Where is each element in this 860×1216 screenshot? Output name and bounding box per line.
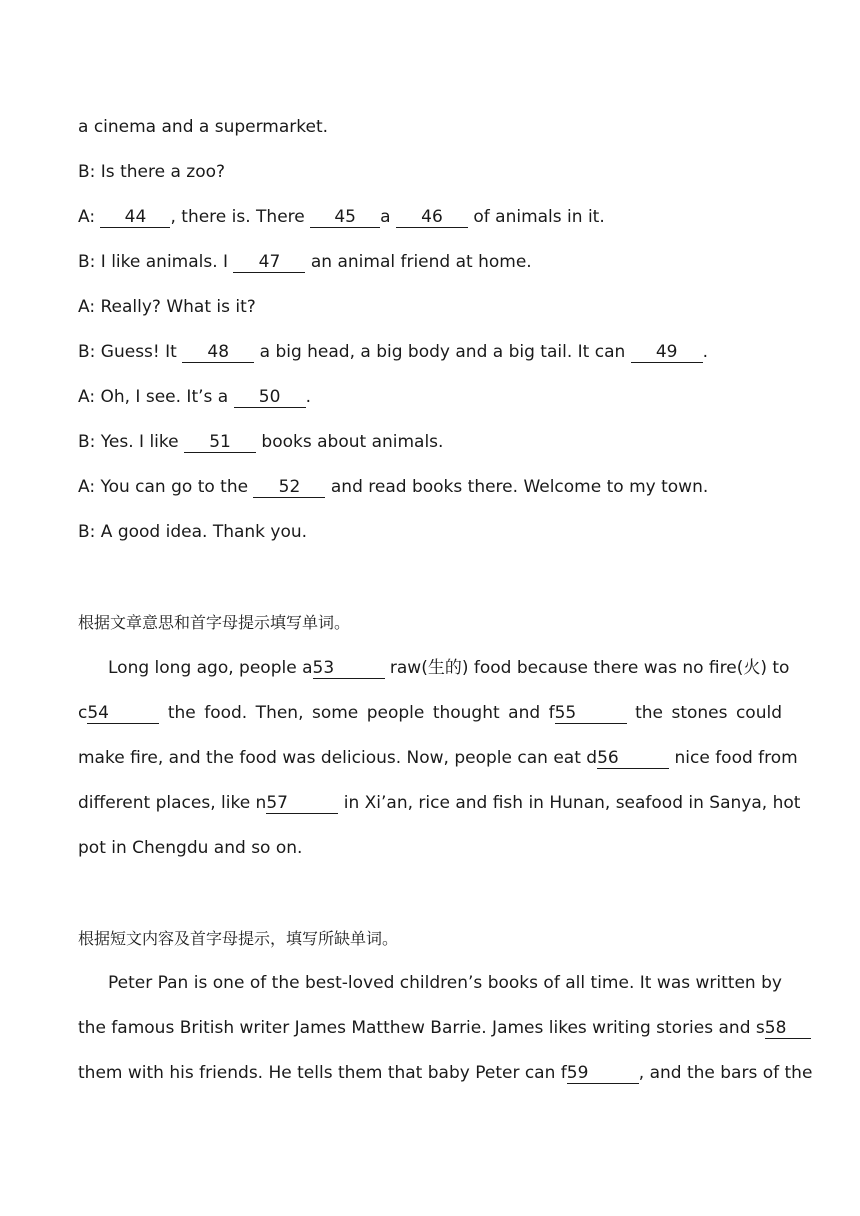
section-heading: 根据文章意思和首字母提示填写单词。 xyxy=(78,613,351,632)
text: c xyxy=(78,703,88,723)
text: A: Really? What is it? xyxy=(78,297,256,317)
blank-51: 51 xyxy=(184,432,256,453)
dialogue-line xyxy=(78,116,782,138)
text: make fire, and the food was delicious. Now, people can eat d xyxy=(78,748,598,768)
dialogue-line xyxy=(78,206,782,228)
text: books about animals. xyxy=(256,432,444,452)
blank-50: 50 xyxy=(234,387,306,408)
paragraph-line xyxy=(78,1017,787,1039)
paragraph-line xyxy=(78,747,798,769)
text: raw(生的) food because there was no fire(火) to xyxy=(384,658,790,678)
dialogue-line xyxy=(78,476,782,498)
text: and read books there. Welcome to my town. xyxy=(325,477,709,497)
blank-45: 45 xyxy=(310,207,380,228)
blank-44: 44 xyxy=(100,207,170,228)
text: in Xi’an, rice and fish in Hunan, seafood in Sanya, hot xyxy=(338,793,801,813)
text: a xyxy=(380,207,396,227)
dialogue-line xyxy=(78,521,782,543)
text: the stones could xyxy=(626,703,782,723)
text: B: Is there a zoo? xyxy=(78,162,226,182)
text: B: I like animals. I xyxy=(78,252,234,272)
blank-53: 53 xyxy=(313,658,385,679)
text: A: xyxy=(78,207,101,227)
paragraph-line xyxy=(78,657,790,679)
section-heading: 根据短文内容及首字母提示，填写所缺单词。 xyxy=(78,929,399,948)
dialogue-line xyxy=(78,296,782,318)
paragraph-line xyxy=(78,702,782,724)
text: an animal friend at home. xyxy=(305,252,532,272)
text: Long long ago, people a xyxy=(108,658,313,678)
text: , and the bars of the xyxy=(638,1063,813,1083)
text: different places, like n xyxy=(78,793,267,813)
blank-52: 52 xyxy=(253,477,325,498)
text: B: Yes. I like xyxy=(78,432,185,452)
text: , there is. There xyxy=(170,207,311,227)
blank-56: 56 xyxy=(597,748,669,769)
dialogue-line xyxy=(78,431,782,453)
dialogue-line xyxy=(78,341,782,363)
blank-58: 58 xyxy=(765,1018,811,1039)
dialogue-line xyxy=(78,386,782,408)
text: B: A good idea. Thank you. xyxy=(78,522,308,542)
text: pot in Chengdu and so on. xyxy=(78,838,303,858)
paragraph-line xyxy=(78,1062,813,1084)
text: B: Guess! It xyxy=(78,342,183,362)
blank-57: 57 xyxy=(266,793,338,814)
paragraph-line xyxy=(78,837,782,859)
blank-59: 59 xyxy=(567,1063,639,1084)
text: . xyxy=(305,387,311,407)
blank-48: 48 xyxy=(182,342,254,363)
text: A: Oh, I see. It’s a xyxy=(78,387,234,407)
blank-47: 47 xyxy=(233,252,305,273)
text: the famous British writer James Matthew Barrie. James likes writing stories and s xyxy=(78,1018,765,1038)
blank-46: 46 xyxy=(396,207,468,228)
blank-55: 55 xyxy=(555,703,627,724)
paragraph-line xyxy=(78,972,782,994)
text: them with his friends. He tells them that baby Peter can f xyxy=(78,1063,567,1083)
text: nice food from xyxy=(669,748,798,768)
text: of animals in it. xyxy=(467,207,605,227)
text: A: You can go to the xyxy=(78,477,254,497)
text: a cinema and a supermarket. xyxy=(78,117,329,137)
dialogue-line xyxy=(78,161,782,183)
text: Peter Pan is one of the best-loved children’s books of all time. It was written by xyxy=(108,973,782,993)
blank-49: 49 xyxy=(631,342,703,363)
text: . xyxy=(702,342,709,362)
dialogue-line xyxy=(78,251,782,273)
paragraph-line xyxy=(78,792,801,814)
text: a big head, a big body and a big tail. It can xyxy=(254,342,631,362)
blank-54: 54 xyxy=(87,703,159,724)
text: the food. Then, some people thought and f xyxy=(159,703,555,723)
